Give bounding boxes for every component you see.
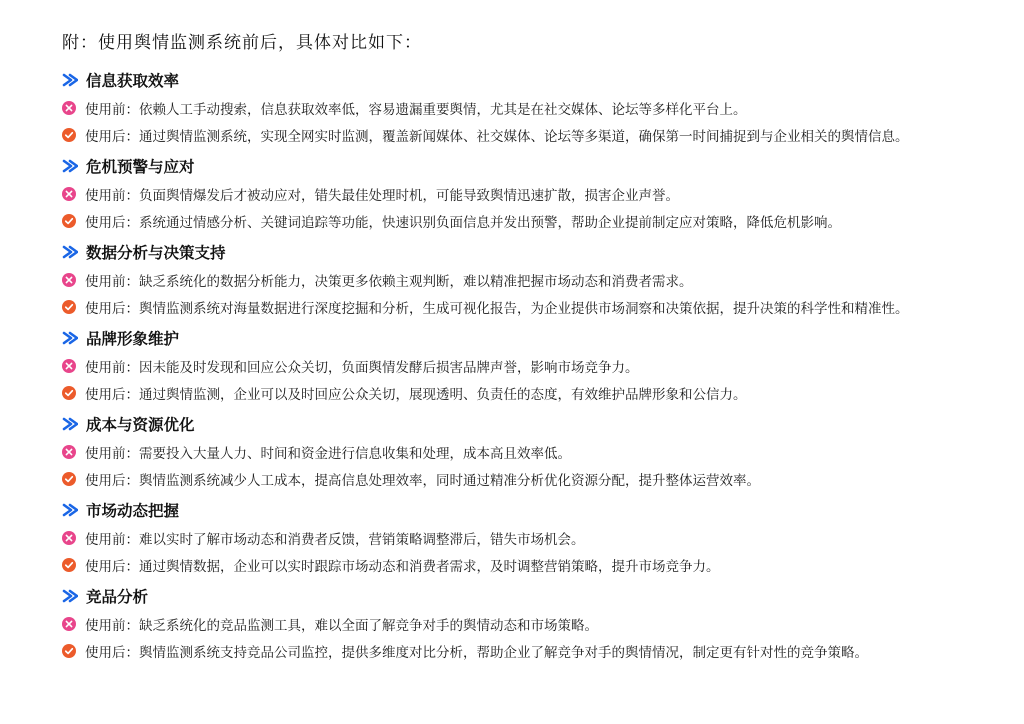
intro-heading: 附：使用舆情监测系统前后，具体对比如下： [62,33,422,53]
double-chevron-right-icon [62,589,78,603]
check-circle-icon [62,128,76,142]
section-title: 市场动态把握 [86,502,180,520]
after-label: 使用后： [85,300,139,317]
check-circle-icon [62,472,76,486]
before-item [62,352,1002,379]
before-item [62,610,1002,637]
check-circle-icon [62,300,76,314]
after-text: 舆情监测系统减少人工成本，提高信息处理效率，同时通过精准分析优化资源分配，提升整体运营效率。 [139,472,760,489]
comparison-section [62,412,1002,492]
before-text: 缺乏系统化的竞品监测工具，难以全面了解竞争对手的舆情动态和市场策略。 [139,617,598,634]
after-item [62,293,1002,320]
comparison-section [62,154,1002,234]
double-chevron-right-icon [62,159,78,173]
before-text: 依赖人工手动搜索，信息获取效率低，容易遗漏重要舆情，尤其是在社交媒体、论坛等多样化平台上。 [139,101,747,118]
before-label: 使用前： [85,445,139,462]
after-item [62,465,1002,492]
before-label: 使用前： [85,101,139,118]
comparison-section [62,68,1002,148]
check-circle-icon [62,386,76,400]
after-text: 舆情监测系统对海量数据进行深度挖掘和分析，生成可视化报告，为企业提供市场洞察和决策依据，提升决策的科学性和精准性。 [139,300,909,317]
x-circle-icon [62,531,76,545]
section-header [62,154,1002,178]
x-circle-icon [62,359,76,373]
before-text: 负面舆情爆发后才被动应对，错失最佳处理时机，可能导致舆情迅速扩散，损害企业声誉。 [139,187,679,204]
before-item [62,524,1002,551]
after-text: 通过舆情监测，企业可以及时回应公众关切，展现透明、负责任的态度，有效维护品牌形象和公信力。 [139,386,747,403]
before-text: 需要投入大量人力、时间和资金进行信息收集和处理，成本高且效率低。 [139,445,571,462]
before-label: 使用前： [85,617,139,634]
comparison-section [62,498,1002,578]
section-title: 危机预警与应对 [86,158,195,176]
comparison-sections [62,68,1002,664]
after-label: 使用后： [85,644,139,661]
double-chevron-right-icon [62,503,78,517]
comparison-section [62,326,1002,406]
section-header [62,498,1002,522]
check-circle-icon [62,214,76,228]
after-text: 通过舆情监测系统，实现全网实时监测，覆盖新闻媒体、社交媒体、论坛等多渠道，确保第一时间捕捉到与企业相关的舆情信息。 [139,128,909,145]
before-label: 使用前： [85,273,139,290]
after-label: 使用后： [85,386,139,403]
double-chevron-right-icon [62,331,78,345]
double-chevron-right-icon [62,245,78,259]
after-item [62,121,1002,148]
after-label: 使用后： [85,472,139,489]
section-title: 成本与资源优化 [86,416,195,434]
section-header [62,240,1002,264]
before-text: 缺乏系统化的数据分析能力，决策更多依赖主观判断，难以精准把握市场动态和消费者需求。 [139,273,693,290]
document-page [62,30,1002,664]
before-text: 因未能及时发现和回应公众关切，负面舆情发酵后损害品牌声誉，影响市场竞争力。 [139,359,639,376]
before-item [62,94,1002,121]
after-text: 通过舆情数据，企业可以实时跟踪市场动态和消费者需求，及时调整营销策略，提升市场竞争力。 [139,558,720,575]
after-item [62,637,1002,664]
after-label: 使用后： [85,558,139,575]
section-title: 信息获取效率 [86,72,180,90]
before-label: 使用前： [85,187,139,204]
after-item [62,551,1002,578]
before-item [62,438,1002,465]
comparison-section [62,240,1002,320]
section-title: 数据分析与决策支持 [86,244,226,262]
after-label: 使用后： [85,214,139,231]
x-circle-icon [62,101,76,115]
section-title: 品牌形象维护 [86,330,180,348]
after-item [62,207,1002,234]
section-header [62,584,1002,608]
comparison-section [62,584,1002,664]
before-item [62,180,1002,207]
before-item [62,266,1002,293]
before-text: 难以实时了解市场动态和消费者反馈，营销策略调整滞后，错失市场机会。 [139,531,585,548]
section-title: 竞品分析 [86,588,149,606]
before-label: 使用前： [85,531,139,548]
x-circle-icon [62,445,76,459]
after-text: 舆情监测系统支持竞品公司监控，提供多维度对比分析，帮助企业了解竞争对手的舆情情况，制定更有针对性的竞争策略。 [139,644,868,661]
section-header [62,412,1002,436]
x-circle-icon [62,273,76,287]
after-label: 使用后： [85,128,139,145]
section-header [62,326,1002,350]
double-chevron-right-icon [62,73,78,87]
double-chevron-right-icon [62,417,78,431]
x-circle-icon [62,187,76,201]
check-circle-icon [62,558,76,572]
check-circle-icon [62,644,76,658]
x-circle-icon [62,617,76,631]
after-item [62,379,1002,406]
after-text: 系统通过情感分析、关键词追踪等功能，快速识别负面信息并发出预警，帮助企业提前制定应对策略，降低危机影响。 [139,214,841,231]
before-label: 使用前： [85,359,139,376]
section-header [62,68,1002,92]
